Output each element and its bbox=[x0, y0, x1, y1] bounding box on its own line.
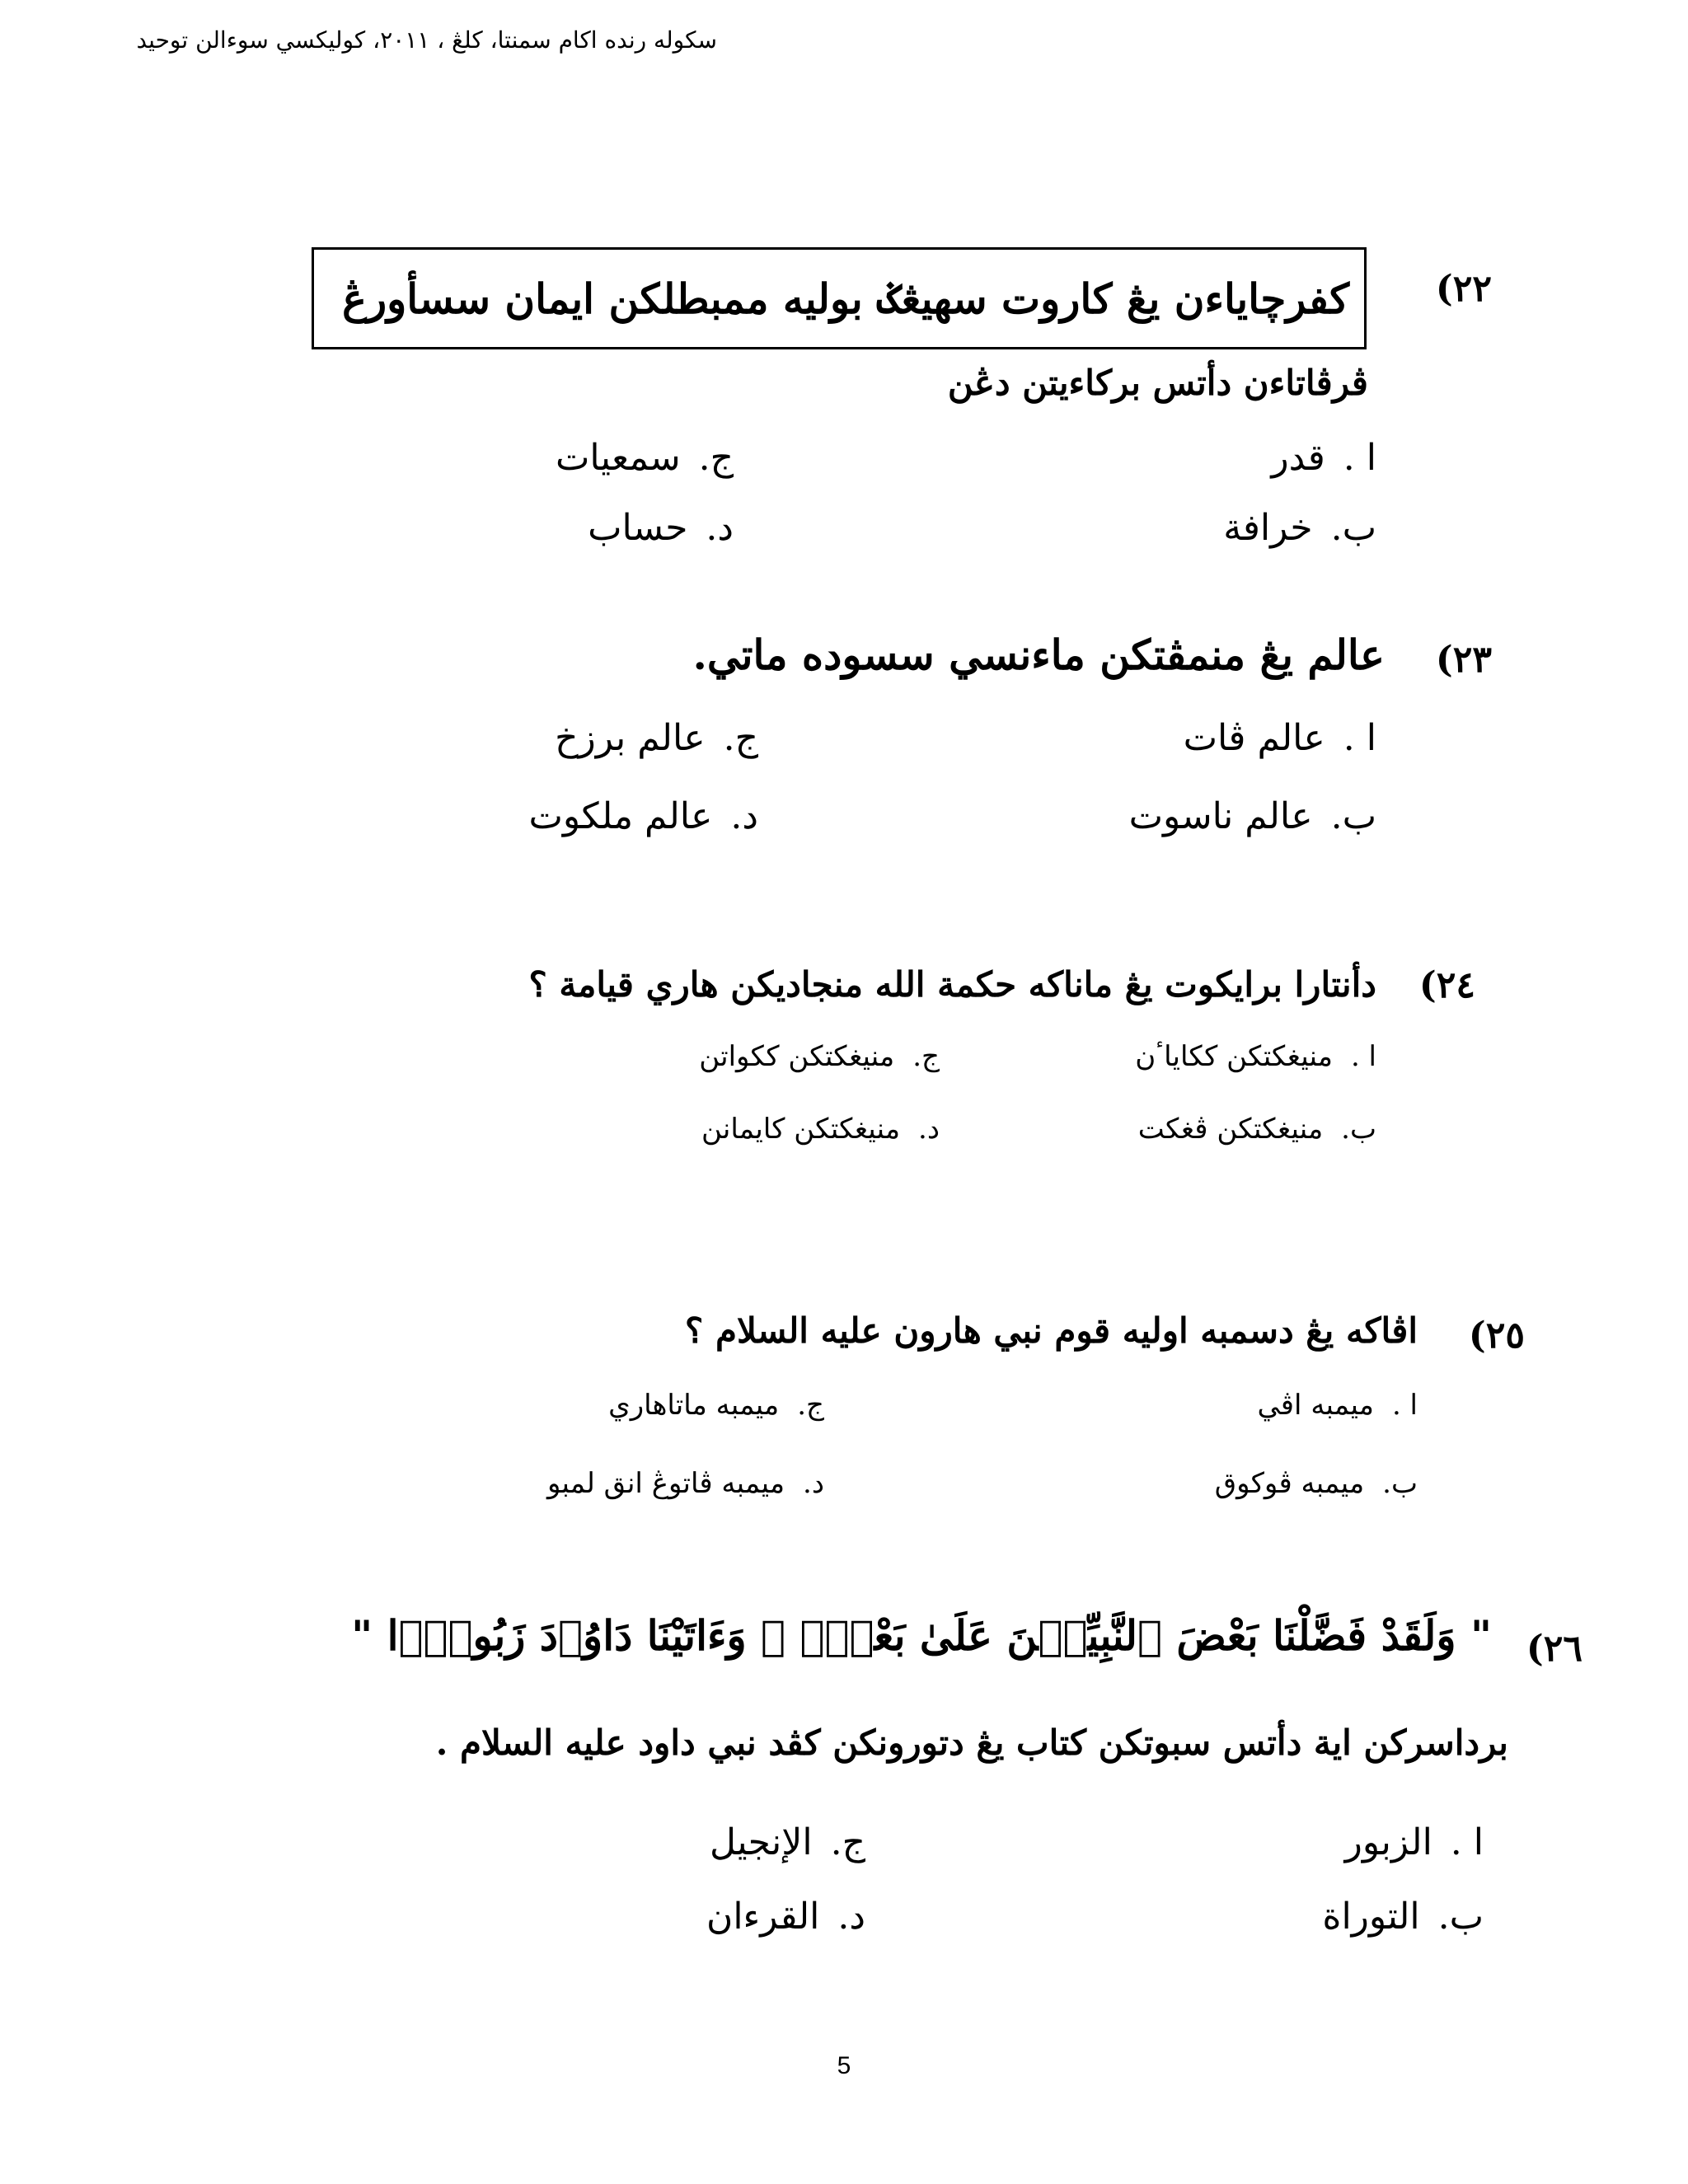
option-text: عالم ڤات bbox=[1183, 717, 1325, 759]
option-label: ب. bbox=[1330, 795, 1376, 837]
option-text: عالم برزخ bbox=[555, 717, 706, 759]
option-text: ميمبه ڤاتوڠ انق لمبو bbox=[546, 1467, 785, 1500]
question-24-option-b bbox=[989, 1113, 1376, 1146]
question-24-text: دأنتارا برايکوت يڠ ماناکه حکمة الله منجاديکن هاري قيامة ؟ bbox=[528, 964, 1376, 1005]
question-25-option-a bbox=[1030, 1389, 1418, 1422]
question-22-option-d bbox=[462, 507, 734, 549]
question-25-text: اڤاکه يڠ دسمبه اوليه قوم نبي هارون عليه السلام ؟ bbox=[685, 1310, 1418, 1351]
question-22-option-c bbox=[462, 437, 734, 479]
option-text: ميمبه ماتاهاري bbox=[608, 1389, 780, 1422]
question-25-option-b bbox=[1030, 1467, 1418, 1500]
question-26-option-d bbox=[577, 1896, 865, 1938]
question-24-option-d bbox=[577, 1113, 940, 1146]
option-label: ا . bbox=[1350, 1040, 1376, 1073]
option-text: عالم ناسوت bbox=[1128, 795, 1313, 837]
question-24-number: ٢٤) bbox=[1418, 964, 1475, 1006]
option-label: د. bbox=[918, 1113, 940, 1146]
option-label: ج. bbox=[698, 437, 734, 479]
question-22-text: کفرچاياءن يڠ کاروت سهيڠݢ بوليه ممبطلکن ايمان سسأورڠ bbox=[342, 274, 1349, 323]
question-26-text: برداسرکن اية دأتس سبوتکن کتاب يڠ دتورونکن کڤد نبي داود عليه السلام . bbox=[435, 1722, 1508, 1763]
question-26-number: ٢٦) bbox=[1526, 1628, 1582, 1670]
option-label: د. bbox=[837, 1896, 865, 1938]
option-text: منيغکتکن ککواتن bbox=[699, 1040, 895, 1073]
question-23-option-c bbox=[429, 717, 758, 759]
option-text: التوراة bbox=[1322, 1896, 1420, 1938]
option-text: قدر bbox=[1271, 437, 1325, 479]
option-text: ميمبه اڤي bbox=[1257, 1389, 1374, 1422]
option-label: ا . bbox=[1343, 717, 1376, 759]
question-23-text: عالم يڠ منمڤتکن ماءنسي سسوده ماتي. bbox=[692, 630, 1385, 679]
document-header: سکوله رنده اکام سمنتا، کلڠ ، ٢٠١١، کوليکسي سوءالن توحيد bbox=[136, 26, 717, 54]
option-label: ج. bbox=[830, 1821, 865, 1863]
option-label: ا . bbox=[1450, 1821, 1484, 1863]
option-label: ج. bbox=[723, 717, 758, 759]
question-26-option-b bbox=[1071, 1896, 1484, 1938]
question-25-option-c bbox=[412, 1389, 824, 1422]
option-text: منيغکتکن ککاياٴن bbox=[1135, 1040, 1333, 1073]
question-22-number: ٢٢) bbox=[1435, 268, 1492, 310]
option-text: عالم ملکوت bbox=[528, 795, 713, 837]
option-text: حساب bbox=[588, 507, 688, 549]
question-22-option-b bbox=[989, 507, 1376, 549]
question-24-option-c bbox=[577, 1040, 940, 1073]
option-label: ا . bbox=[1343, 437, 1376, 479]
question-25-number: ٢٥) bbox=[1468, 1315, 1525, 1357]
option-label: ب. bbox=[1437, 1896, 1484, 1938]
page-number: 5 bbox=[837, 2052, 851, 2079]
option-label: ج. bbox=[912, 1040, 940, 1073]
option-text: القرءان bbox=[706, 1896, 820, 1938]
option-text: الإنجيل bbox=[710, 1821, 813, 1863]
question-26-option-c bbox=[577, 1821, 865, 1863]
question-22-box bbox=[312, 247, 1367, 349]
option-text: الزبور bbox=[1344, 1821, 1432, 1863]
quran-verse: " وَلَقَدْ فَضَّلْنَا بَعْضَ ٱلنَّبِيِّـۧنَ عَلَىٰ بَعْضٍۢ ۖ وَءَاتَيْنَا دَاوُۥدَ زَبُورًۭا " bbox=[351, 1611, 1492, 1660]
option-label: ب. bbox=[1330, 507, 1376, 549]
question-26-option-a bbox=[1071, 1821, 1484, 1863]
option-text: سمعيات bbox=[555, 437, 681, 479]
question-23-number: ٢٣) bbox=[1435, 639, 1492, 681]
question-22-option-a bbox=[989, 437, 1376, 479]
question-22-text-continued: ڤرڤاتاءن دأتس برکاءيتن دڠن bbox=[947, 363, 1368, 403]
question-23-option-b bbox=[989, 795, 1376, 837]
option-text: خرافة bbox=[1223, 507, 1313, 549]
option-label: د. bbox=[803, 1467, 824, 1500]
option-label: د. bbox=[730, 795, 758, 837]
option-label: ج. bbox=[797, 1389, 824, 1422]
question-24-option-a bbox=[989, 1040, 1376, 1073]
option-text: ميمبه ڤوکوق bbox=[1214, 1467, 1365, 1500]
question-23-option-a bbox=[989, 717, 1376, 759]
option-text: منيغکتکن کايمانن bbox=[701, 1113, 901, 1146]
option-label: ب. bbox=[1382, 1467, 1418, 1500]
option-label: ا . bbox=[1391, 1389, 1418, 1422]
option-label: د. bbox=[706, 507, 734, 549]
option-label: ب. bbox=[1341, 1113, 1376, 1146]
question-23-option-d bbox=[429, 795, 758, 837]
question-25-option-d bbox=[412, 1467, 824, 1500]
option-text: منيغکتکن ڤغکت bbox=[1137, 1113, 1324, 1146]
